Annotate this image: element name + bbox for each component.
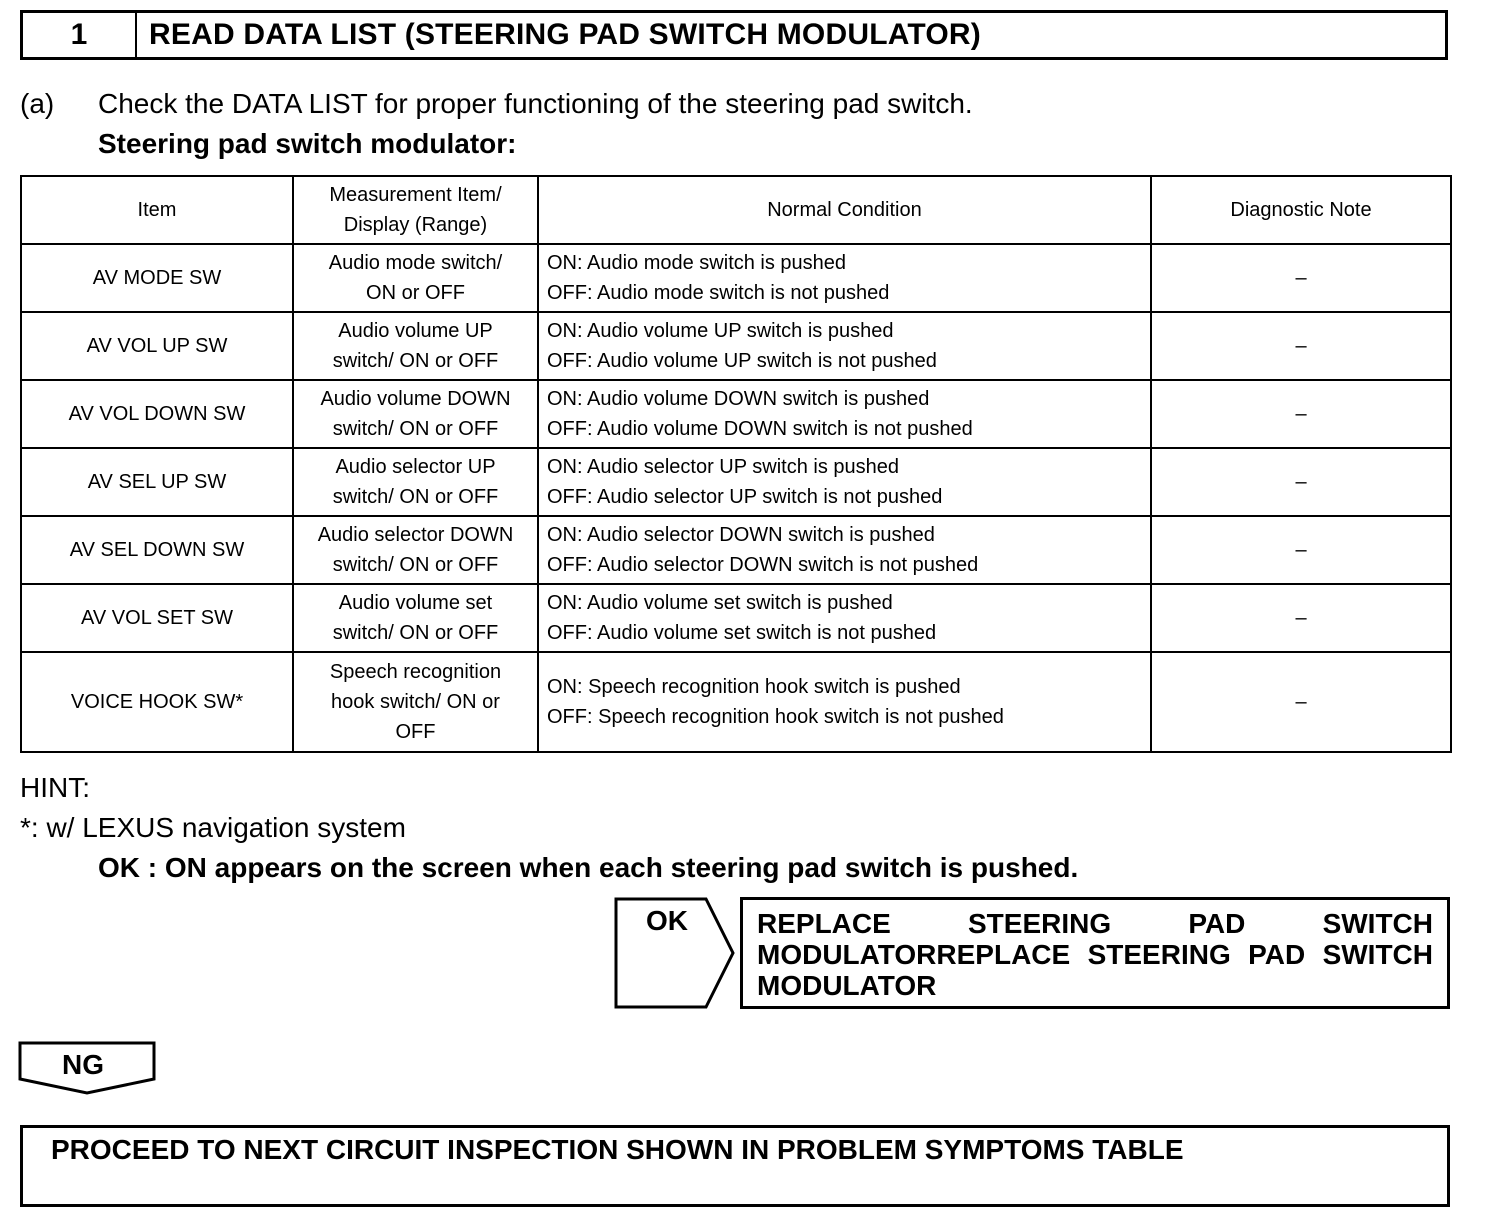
- condition-on: ON: Audio selector UP switch is pushed: [547, 456, 900, 478]
- instruction-text: Check the DATA LIST for proper functioning of the steering pad switch.: [98, 88, 973, 119]
- row-condition: [538, 584, 1151, 652]
- condition-off: OFF: Audio volume DOWN switch is not pushed: [547, 418, 973, 440]
- row-condition: [538, 244, 1151, 312]
- row-measurement: [293, 380, 538, 448]
- table-row: [21, 244, 1451, 312]
- instruction-label: (a): [20, 88, 55, 119]
- ng-action-box: [20, 1125, 1450, 1207]
- step-title: READ DATA LIST (STEERING PAD SWITCH MODULATOR): [149, 18, 981, 51]
- row-note: –: [1151, 380, 1451, 448]
- data-list-table: [20, 175, 1452, 753]
- hint-label: HINT:: [20, 772, 90, 803]
- row-item: AV SEL DOWN SW: [21, 516, 293, 584]
- header-measurement-line-2: Display (Range): [343, 214, 488, 236]
- table-row: [21, 312, 1451, 380]
- table-header-row: [21, 176, 1451, 244]
- measurement-line: switch/ ON or OFF: [332, 350, 499, 372]
- condition-off: OFF: Audio selector UP switch is not pushed: [547, 486, 943, 508]
- condition-on: ON: Audio volume set switch is pushed: [547, 592, 893, 614]
- row-condition: [538, 380, 1151, 448]
- row-condition: [538, 516, 1151, 584]
- ng-label: NG: [62, 1049, 104, 1080]
- ok-criteria: OK : ON appears on the screen when each steering pad switch is pushed.: [98, 852, 1079, 883]
- measurement-line: Audio volume set: [338, 592, 493, 614]
- measurement-line: switch/ ON or OFF: [332, 554, 499, 576]
- row-measurement: [293, 312, 538, 380]
- condition-on: ON: Audio selector DOWN switch is pushed: [547, 524, 935, 546]
- table-row: [21, 652, 1451, 752]
- header-diagnostic-note: Diagnostic Note: [1151, 176, 1451, 244]
- step-header: [20, 10, 1448, 60]
- row-item: AV MODE SW: [21, 244, 293, 312]
- row-condition: [538, 448, 1151, 516]
- row-measurement: [293, 652, 538, 752]
- row-item: AV VOL SET SW: [21, 584, 293, 652]
- measurement-line: switch/ ON or OFF: [332, 622, 499, 644]
- row-note: –: [1151, 652, 1451, 752]
- row-measurement: [293, 516, 538, 584]
- row-measurement: [293, 584, 538, 652]
- hint-footnote: *: w/ LEXUS navigation system: [20, 812, 406, 843]
- condition-off: OFF: Audio mode switch is not pushed: [547, 282, 890, 304]
- condition-off: OFF: Audio volume UP switch is not pushed: [547, 350, 937, 372]
- header-item: Item: [21, 176, 293, 244]
- condition-on: ON: Audio mode switch is pushed: [547, 252, 847, 274]
- row-note: –: [1151, 584, 1451, 652]
- measurement-line: Audio selector UP: [335, 456, 496, 478]
- row-measurement: [293, 244, 538, 312]
- row-condition: [538, 312, 1151, 380]
- measurement-line: Speech recognition: [329, 661, 502, 683]
- ok-label: OK: [646, 905, 688, 936]
- row-condition: [538, 652, 1151, 752]
- measurement-line: Audio volume UP: [338, 320, 493, 342]
- row-note: –: [1151, 516, 1451, 584]
- measurement-line: OFF: [395, 721, 436, 743]
- step-number: 1: [23, 13, 137, 57]
- header-normal-condition: Normal Condition: [538, 176, 1151, 244]
- row-note: –: [1151, 244, 1451, 312]
- row-note: –: [1151, 448, 1451, 516]
- measurement-line: Audio mode switch/: [328, 252, 503, 274]
- condition-on: ON: Audio volume DOWN switch is pushed: [547, 388, 930, 410]
- measurement-line: Audio selector DOWN: [317, 524, 514, 546]
- table-subheading: Steering pad switch modulator:: [98, 128, 517, 159]
- row-item: AV SEL UP SW: [21, 448, 293, 516]
- ok-action-text: REPLACE STEERING PAD SWITCH MODULATORREPLACE STEERING PAD SWITCH MODULATOR: [757, 908, 1433, 1001]
- row-item: VOICE HOOK SW*: [21, 652, 293, 752]
- measurement-line: switch/ ON or OFF: [332, 486, 499, 508]
- condition-off: OFF: Audio selector DOWN switch is not pushed: [547, 554, 979, 576]
- row-item: AV VOL UP SW: [21, 312, 293, 380]
- row-item: AV VOL DOWN SW: [21, 380, 293, 448]
- condition-off: OFF: Speech recognition hook switch is not pushed: [547, 706, 1004, 728]
- ok-action-box: [740, 897, 1450, 1009]
- table-row: [21, 380, 1451, 448]
- condition-on: ON: Speech recognition hook switch is pushed: [547, 676, 961, 698]
- table-row: [21, 516, 1451, 584]
- condition-off: OFF: Audio volume set switch is not pushed: [547, 622, 937, 644]
- header-measurement: [293, 176, 538, 244]
- table-row: [21, 448, 1451, 516]
- measurement-line: ON or OFF: [366, 282, 465, 304]
- row-note: –: [1151, 312, 1451, 380]
- header-measurement-line-1: Measurement Item/: [329, 184, 502, 206]
- ng-action-text: PROCEED TO NEXT CIRCUIT INSPECTION SHOWN IN PROBLEM SYMPTOMS TABLE: [51, 1134, 1184, 1165]
- measurement-line: hook switch/ ON or: [331, 691, 500, 713]
- row-measurement: [293, 448, 538, 516]
- measurement-line: Audio volume DOWN: [320, 388, 511, 410]
- measurement-line: switch/ ON or OFF: [332, 418, 499, 440]
- condition-on: ON: Audio volume UP switch is pushed: [547, 320, 894, 342]
- table-row: [21, 584, 1451, 652]
